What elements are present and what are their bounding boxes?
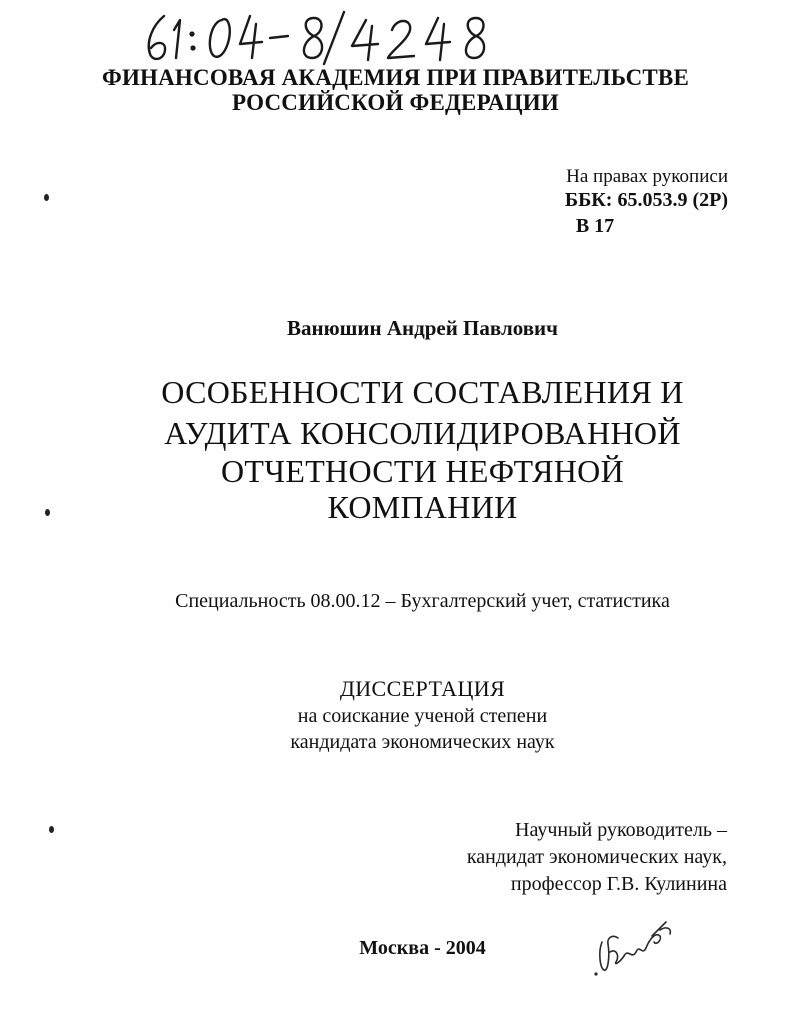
academy-name-line-2: РОССИЙСКОЙ ФЕДЕРАЦИИ — [232, 90, 559, 115]
speciality: Специальность 08.00.12 – Бухгалтерский учет, статистика — [175, 590, 670, 612]
manuscript-rights: На правах рукописи — [566, 166, 728, 187]
dissertation-title-line-2: АУДИТА КОНСОЛИДИРОВАННОЙ — [164, 415, 681, 451]
dissertation-heading: ДИССЕРТАЦИЯ — [339, 676, 506, 701]
supervisor-line-3: профессор Г.В. Кулинина — [510, 873, 727, 895]
scan-mark — [49, 826, 54, 833]
bbk-code: ББК: 65.053.9 (2Р) — [564, 189, 728, 211]
degree-line-1: на соискание ученой степени — [297, 705, 548, 727]
degree-line-2: кандидата экономических наук — [290, 731, 555, 753]
scan-mark — [45, 509, 50, 516]
dissertation-title-line-4: КОМПАНИИ — [327, 489, 518, 525]
author-sign-code: В 17 — [575, 215, 615, 237]
signature-drawing — [590, 912, 690, 982]
handwritten-archive-number — [138, 8, 538, 68]
author-name: Ванюшин Андрей Павлович — [286, 316, 558, 340]
academy-name-line-1: ФИНАНСОВАЯ АКАДЕМИЯ ПРИ ПРАВИТЕЛЬСТВЕ — [101, 65, 689, 90]
city-year: Москва - 2004 — [359, 937, 486, 959]
dissertation-title-line-1: ОСОБЕННОСТИ СОСТАВЛЕНИЯ И — [161, 374, 684, 410]
handwritten-archive-number-drawing — [138, 8, 538, 68]
scan-mark — [44, 194, 49, 201]
signature — [590, 912, 690, 982]
dissertation-title-line-3: ОТЧЕТНОСТИ НЕФТЯНОЙ — [221, 453, 624, 489]
supervisor-line-1: Научный руководитель – — [515, 819, 727, 841]
supervisor-line-2: кандидат экономических наук, — [466, 846, 727, 868]
